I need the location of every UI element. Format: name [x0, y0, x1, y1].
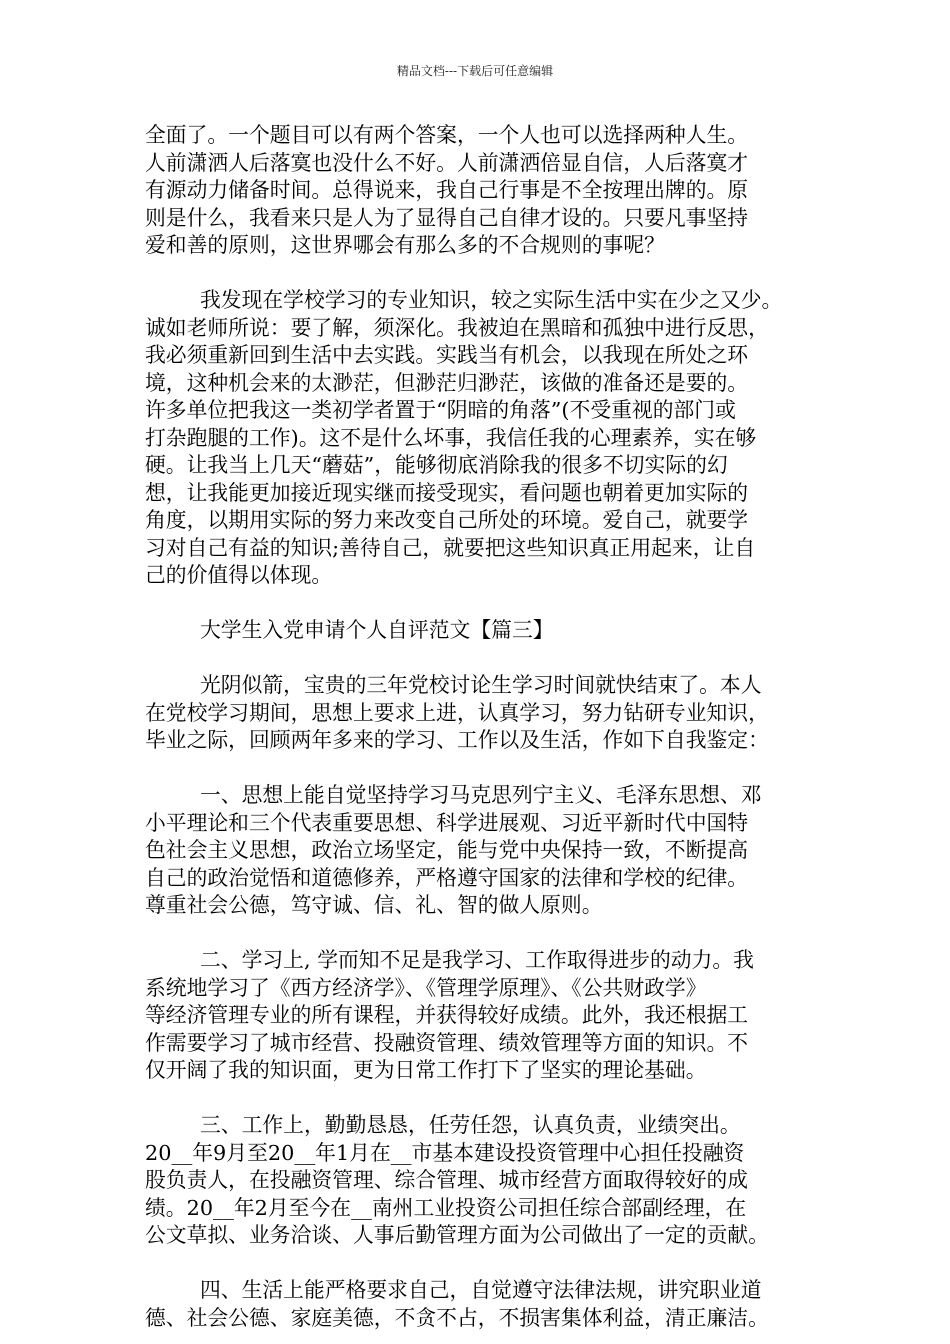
text-line: 公文草拟、业务洽谈、人事后勤管理方面为公司做出了一定的贡献。 — [145, 1223, 769, 1247]
text-line: 硬。让我当上几天“蘑菇”，能够彻底消除我的很多不切实际的幻 — [145, 453, 728, 477]
text-line: 光阴似箭，宝贵的三年党校讨论生学习时间就快结束了。本人 — [200, 673, 762, 697]
text-line: 想，让我能更加接近现实继而接受现实，看问题也朝着更加实际的 — [145, 480, 749, 505]
paragraph-4 — [145, 782, 835, 920]
paragraph-5 — [145, 947, 835, 1085]
text-line: 己的价值得以体现。 — [145, 563, 333, 587]
text-line: 绩。20__年2月至今在__南州工业投资公司担任综合部副经理，在 — [145, 1195, 747, 1220]
text-line: 在党校学习期间，思想上要求上进，认真学习，努力钻研专业知识， — [145, 700, 769, 725]
text-line: 四、生活上能严格要求自己，自觉遵守法律法规，讲究职业道 — [200, 1278, 762, 1302]
paragraph-6 — [145, 1112, 835, 1250]
text-line: 自己的政治觉悟和道德修养，严格遵守国家的法律和学校的纪律。 — [145, 865, 749, 890]
text-line: 股负责人，在投融资管理、综合管理、城市经营方面取得较好的成 — [145, 1168, 749, 1192]
text-line: 诚如老师所说：要了解，须深化。我被迫在黑暗和孤独中进行反思， — [145, 315, 769, 340]
text-line: 作需要学习了城市经营、投融资管理、绩效管理等方面的知识。不 — [145, 1030, 749, 1055]
text-line: 色社会主义思想，政治立场坚定，能与党中央保持一致，不断提高 — [145, 838, 749, 862]
text-line: 小平理论和三个代表重要思想、科学进展观、习近平新时代中国特 — [145, 810, 749, 835]
text-line: 许多单位把我这一类初学者置于“阴暗的角落”(不受重视的部门或 — [145, 398, 736, 422]
text-line: 全面了。一个题目可以有两个答案，一个人也可以选择两种人生。 — [145, 123, 749, 147]
text-line: 则是什么，我看来只是人为了显得自己自律才设的。只要凡事坚持 — [145, 205, 749, 230]
text-line: 角度，以期用实际的努力来改变自己所处的环境。爱自己，就要学 — [145, 508, 749, 532]
text-line: 系统地学习了《西方经济学》、《管理学原理》、《公共财政学》 — [145, 975, 707, 1000]
text-line: 爱和善的原则，这世界哪会有那么多的不合规则的事呢？ — [145, 233, 665, 257]
text-line: 仅开阔了我的知识面，更为日常工作打下了坚实的理论基础。 — [145, 1058, 707, 1082]
paragraph-3 — [145, 672, 835, 755]
section-heading — [145, 617, 835, 645]
text-line: 三、工作上，勤勤恳恳，任劳任怨，认真负责，业绩突出。 — [200, 1113, 741, 1137]
page-header: 精品文档---下载后可任意编辑 — [396, 64, 554, 78]
text-line: 有源动力储备时间。总得说来，我自己行事是不全按理出牌的。原 — [145, 178, 749, 202]
text-line: 20__年9月至20__年1月在__市基本建设投资管理中心担任投融资 — [145, 1140, 745, 1165]
text-line: 我发现在学校学习的专业知识，较之实际生活中实在少之又少。 — [200, 288, 783, 312]
text-line: 尊重社会公德，笃守诚、信、礼、智的做人原则。 — [145, 893, 603, 917]
text-line: 等经济管理专业的所有课程，并获得较好成绩。此外，我还根据工 — [145, 1003, 749, 1027]
heading-text: 大学生入党申请个人自评范文【篇三】 — [200, 618, 554, 642]
text-line: 一、思想上能自觉坚持学习马克思列宁主义、毛泽东思想、邓 — [200, 783, 762, 807]
text-line: 习对自己有益的知识;善待自己，就要把这些知识真正用起来，让自 — [145, 535, 756, 560]
text-line: 毕业之际，回顾两年多来的学习、工作以及生活，作如下自我鉴定： — [145, 728, 769, 752]
text-line: 德、社会公德、家庭美德，不贪不占，不损害集体利益，清正廉洁。 — [145, 1305, 769, 1330]
paragraph-1 — [145, 122, 835, 260]
text-line: 境，这种机会来的太渺茫，但渺茫归渺茫，该做的准备还是要的。 — [145, 370, 749, 395]
text-line: 我必须重新回到生活中去实践。实践当有机会，以我现在所处之环 — [145, 343, 749, 367]
paragraph-2 — [145, 287, 835, 590]
document-body — [145, 122, 835, 1332]
text-line: 打杂跑腿的工作)。这不是什么坏事，我信任我的心理素养，实在够 — [145, 425, 757, 450]
text-line: 二、学习上, 学而知不足是我学习、工作取得进步的动力。我 — [200, 948, 754, 972]
paragraph-7 — [145, 1277, 835, 1332]
text-line: 人前潇洒人后落寞也没什么不好。人前潇洒倍显自信，人后落寞才 — [145, 150, 749, 175]
